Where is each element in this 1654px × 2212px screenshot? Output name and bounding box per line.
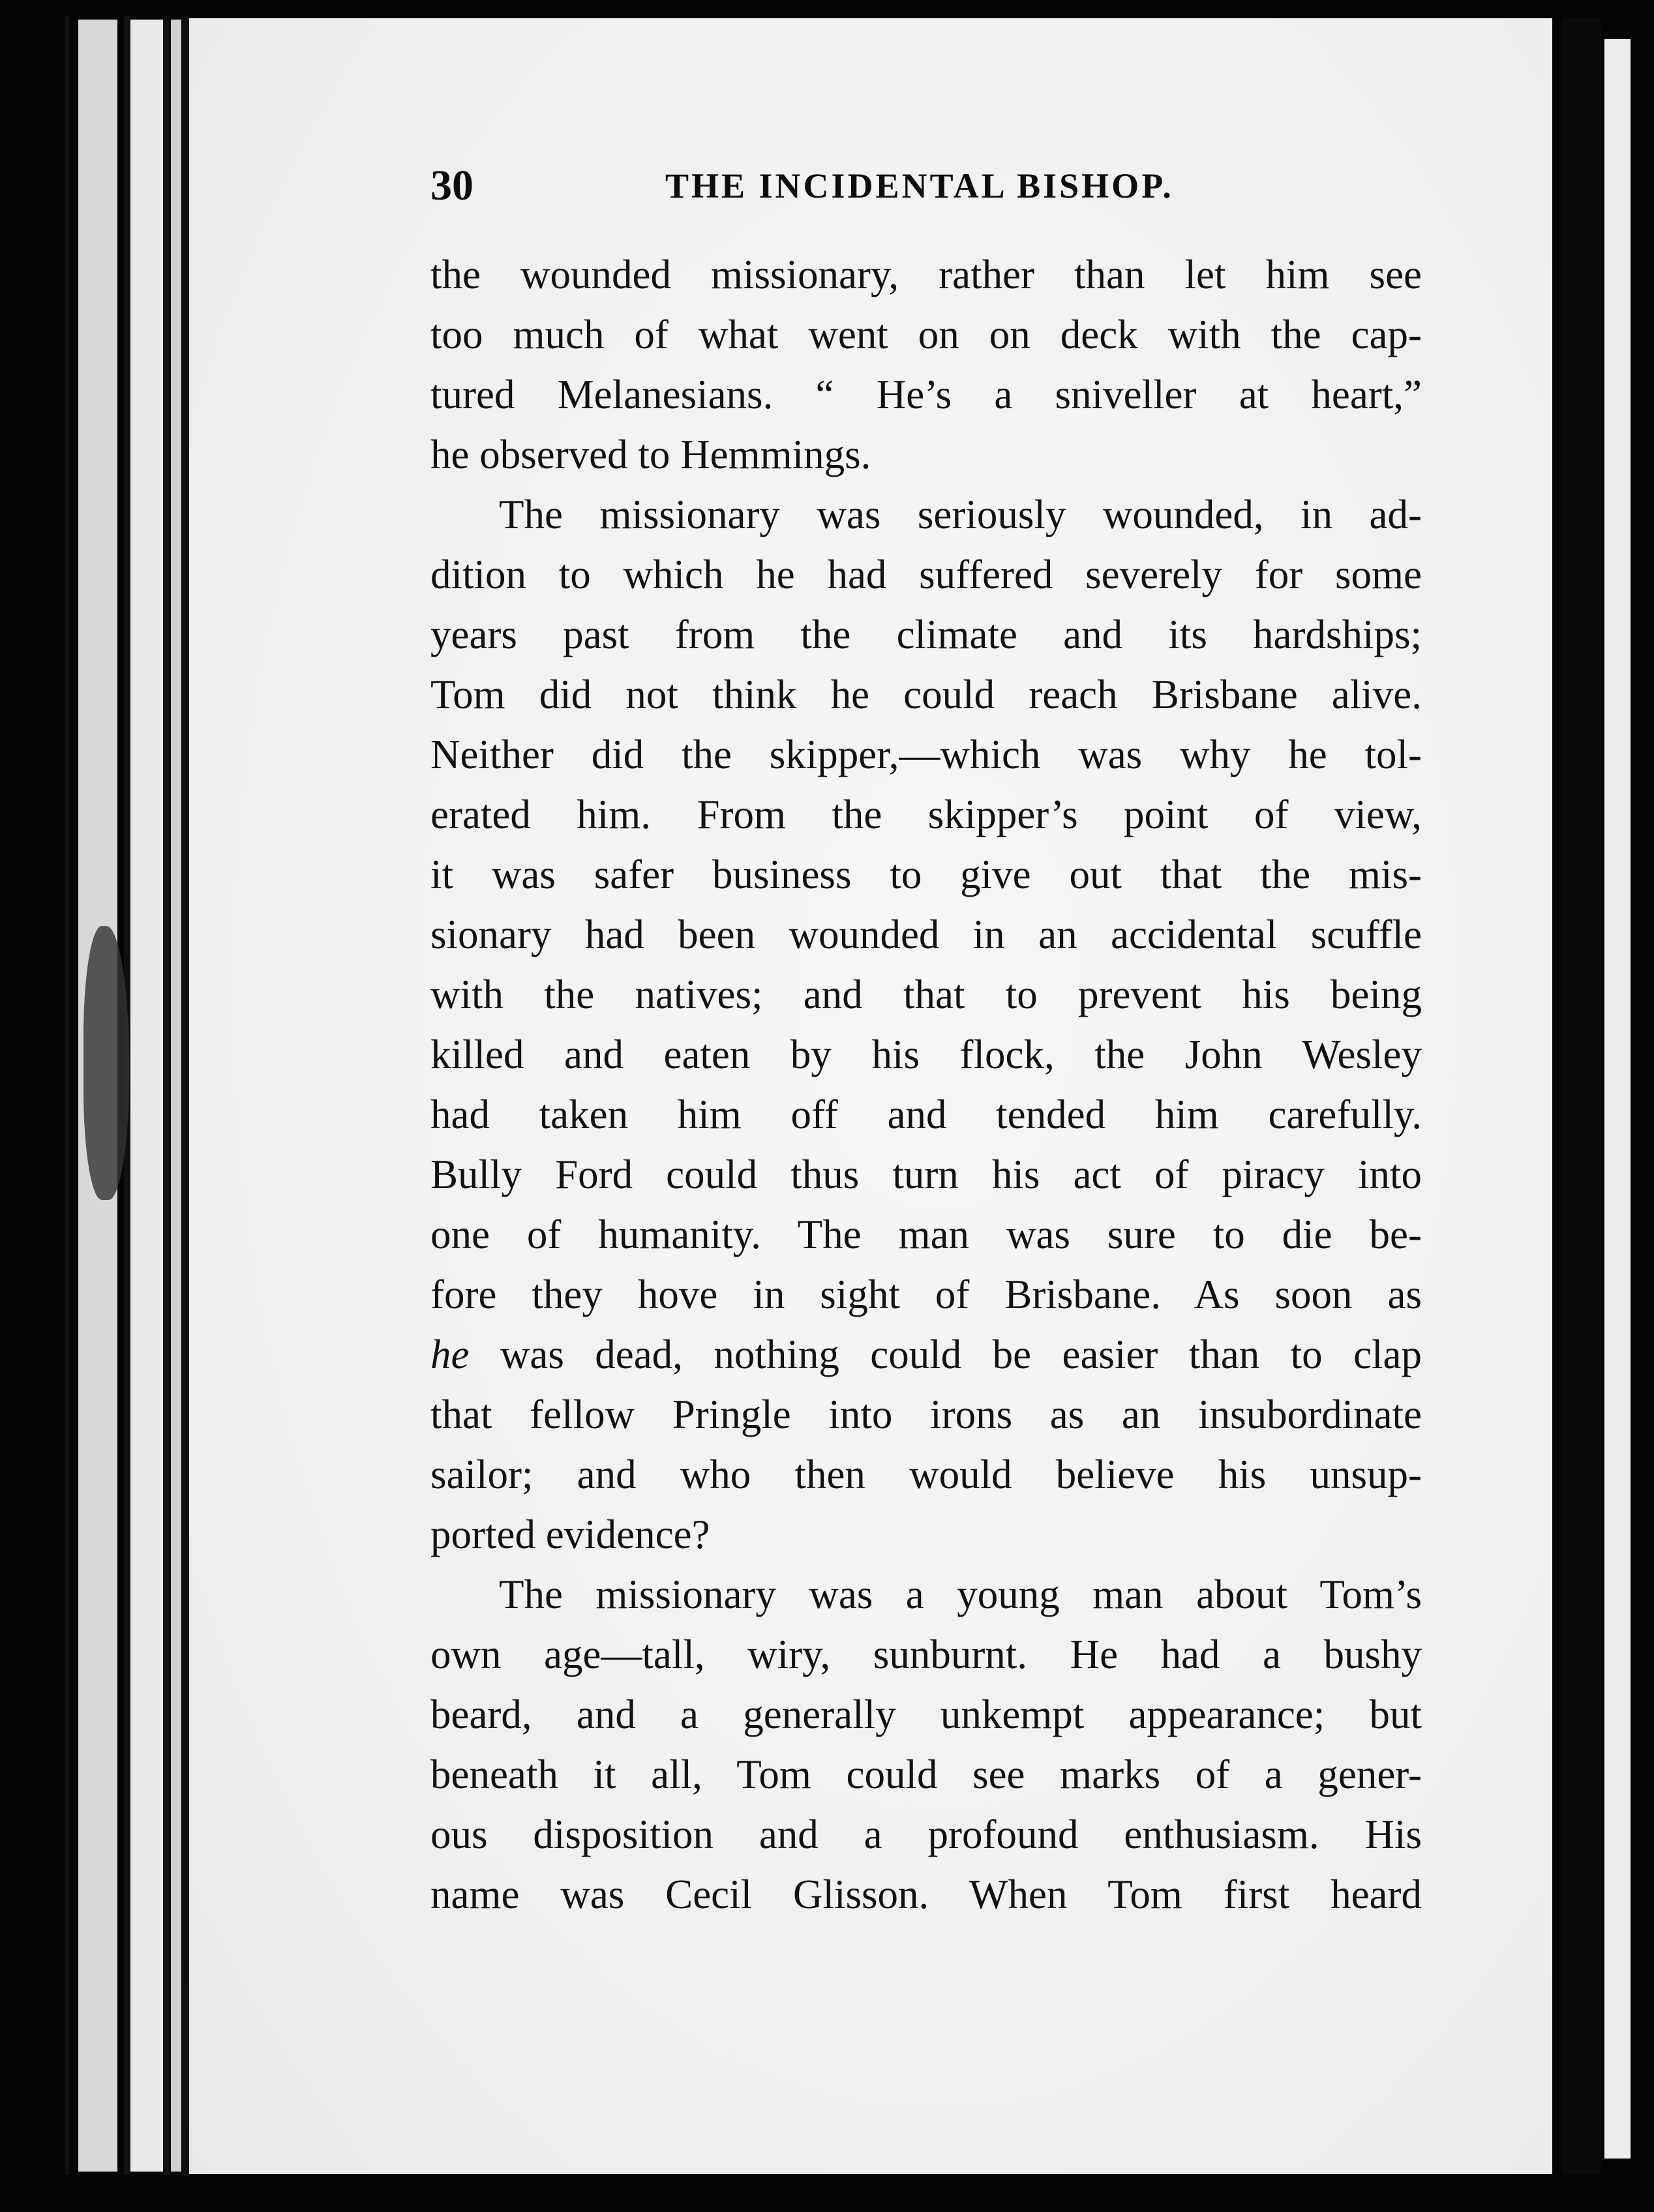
text-line: had taken him off and tended him carefully. bbox=[430, 1092, 1422, 1137]
text-line: fore they hove in sight of Brisbane. As soon as bbox=[430, 1272, 1422, 1317]
text-line: ous disposition and a profound enthusiasm. His bbox=[430, 1812, 1422, 1857]
page-edge-rule bbox=[164, 16, 170, 2175]
right-gutter bbox=[1562, 18, 1601, 2174]
text-line: erated him. From the skipper’s point of view, bbox=[430, 792, 1422, 837]
text-line bbox=[430, 1324, 1422, 1384]
text-line: Neither did the skipper,—which was why he tol- bbox=[430, 732, 1422, 777]
text-line: Bully Ford could thus turn his act of piracy into bbox=[430, 1152, 1422, 1197]
text-line: name was Cecil Glisson. When Tom first heard bbox=[430, 1872, 1422, 1917]
text-line: sionary had been wounded in an accidental scuffle bbox=[430, 912, 1422, 957]
text-line: with the natives; and that to prevent his being bbox=[430, 972, 1422, 1017]
left-page-edge bbox=[130, 20, 163, 2172]
text-line: it was safer business to give out that the mis- bbox=[430, 852, 1422, 897]
text-line: ported evidence? bbox=[430, 1512, 710, 1557]
paragraph-first-line: The missionary was seriously wounded, in ad- bbox=[499, 492, 1422, 537]
text-line: that fellow Pringle into irons as an insubordinate bbox=[430, 1392, 1422, 1437]
binding-stain bbox=[83, 926, 129, 1200]
right-page-edge bbox=[1604, 39, 1631, 2159]
left-page-edge bbox=[171, 20, 181, 2172]
text-line-rest: was dead, nothing could be easier than to clap bbox=[500, 1332, 1422, 1377]
page-edge-rule bbox=[183, 16, 188, 2175]
text-line: beneath it all, Tom could see marks of a gener- bbox=[430, 1752, 1422, 1797]
text-line: years past from the climate and its hardships; bbox=[430, 612, 1422, 657]
emphasis-word: he bbox=[430, 1332, 470, 1377]
running-head bbox=[430, 157, 1435, 215]
text-line: Tom did not think he could reach Brisbane alive. bbox=[430, 672, 1422, 717]
book-title: THE INCIDENTAL BISHOP. bbox=[665, 166, 1174, 205]
text-line: beard, and a generally unkempt appearance; but bbox=[430, 1692, 1422, 1737]
page-number: 30 bbox=[430, 162, 474, 209]
text-line: tured Melanesians. “ He’s a sniveller at heart,” bbox=[430, 372, 1422, 417]
body-text bbox=[430, 245, 1422, 1924]
text-line: sailor; and who then would believe his unsup- bbox=[430, 1452, 1422, 1497]
paragraph-first-line: The missionary was a young man about Tom’s bbox=[499, 1572, 1422, 1617]
text-line: the wounded missionary, rather than let him see bbox=[430, 252, 1422, 297]
text-line: too much of what went on on deck with the cap- bbox=[430, 312, 1422, 357]
page-edge-rule bbox=[65, 16, 69, 2175]
text-line: dition to which he had suffered severely for some bbox=[430, 552, 1422, 597]
text-line: killed and eaten by his flock, the John Wesley bbox=[430, 1032, 1422, 1077]
text-line: he observed to Hemmings. bbox=[430, 432, 871, 477]
text-line: one of humanity. The man was sure to die be- bbox=[430, 1212, 1422, 1257]
text-line: own age—tall, wiry, sunburnt. He had a bushy bbox=[430, 1632, 1422, 1677]
